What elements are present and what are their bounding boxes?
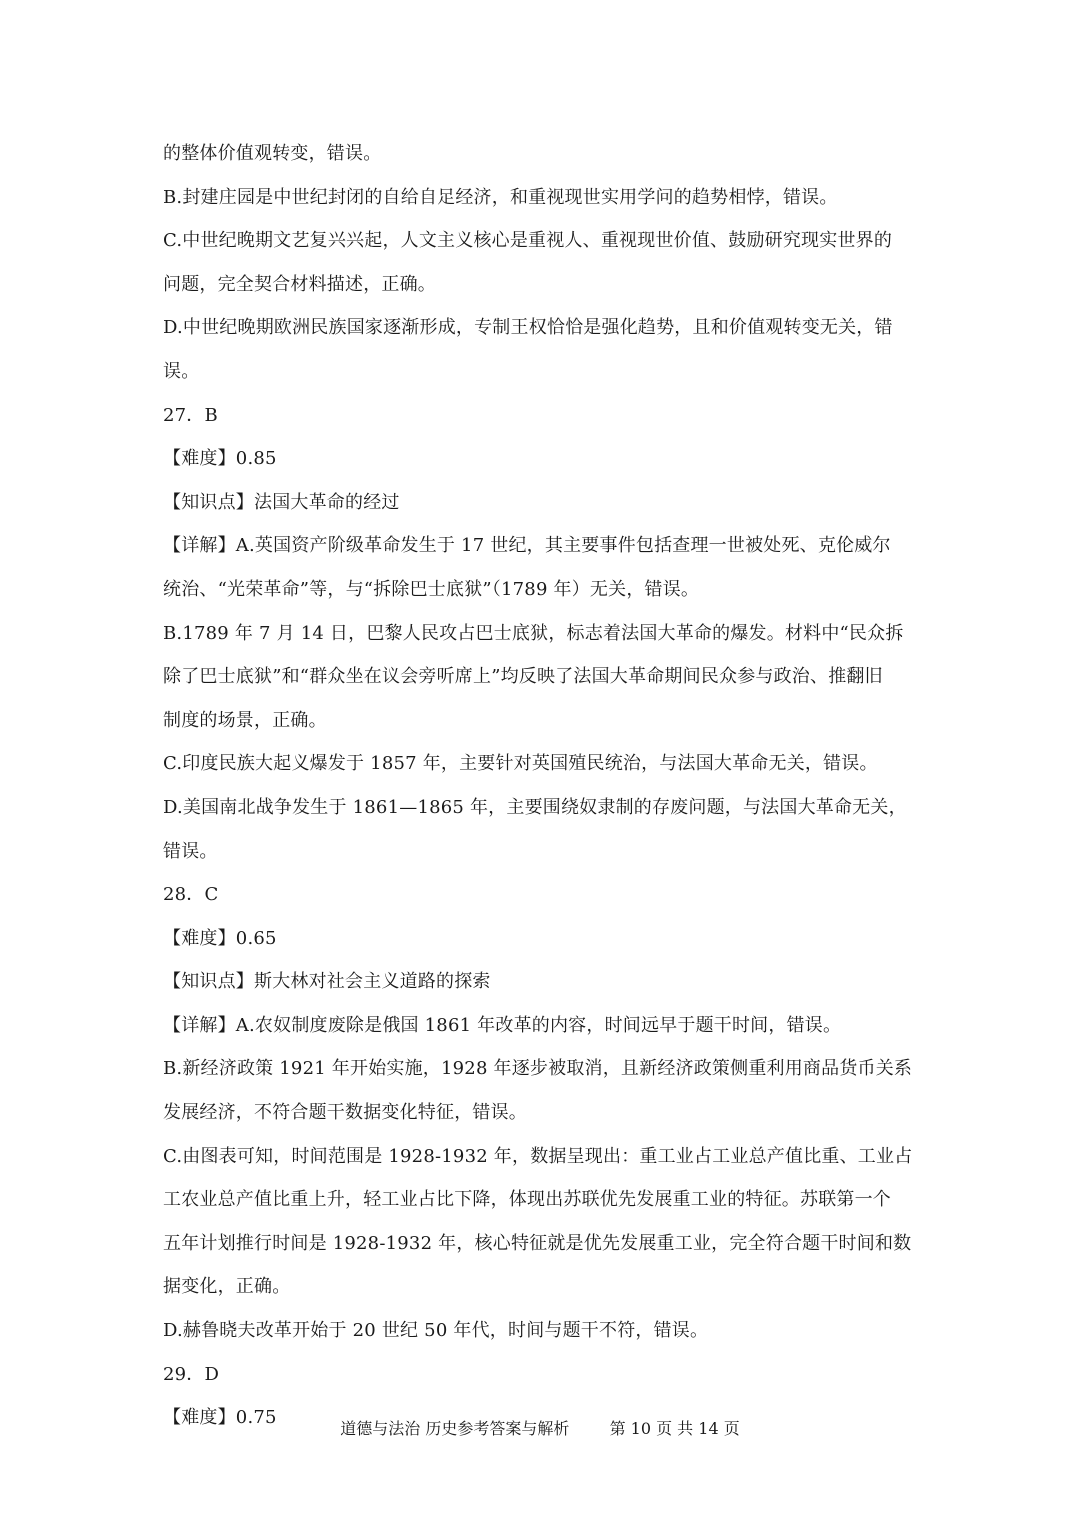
text-line: 发展经济，不符合题干数据变化特征，错误。	[163, 1102, 527, 1124]
text-line: 错误。	[163, 840, 218, 862]
text-line: 误。	[163, 360, 200, 382]
knowledge-point: 【知识点】斯大林对社会主义道路的探索	[163, 971, 491, 993]
text-line: D.美国南北战争发生于 1861—1865 年，主要围绕奴隶制的存废问题，与法国大革命无关，	[163, 796, 907, 818]
text-line: 制度的场景，正确。	[163, 709, 327, 731]
text-line: C.由图表可知，时间范围是 1928-1932 年，数据呈现出：重工业占工业总产值比重、工业占	[163, 1145, 913, 1167]
difficulty: 【难度】0.65	[163, 927, 277, 949]
text-line: C.印度民族大起义爆发于 1857 年，主要针对英国殖民统治，与法国大革命无关，错误。	[163, 753, 878, 775]
text-line: 问题，完全契合材料描述，正确。	[163, 273, 436, 295]
text-line: B.封建庄园是中世纪封闭的自给自足经济，和重视现世实用学问的趋势相悖，错误。	[163, 186, 838, 208]
text-line: 除了巴士底狱”和“群众坐在议会旁听席上”均反映了法国大革命期间民众参与政治、推翻旧	[163, 666, 883, 688]
explanation: 【详解】A.农奴制度废除是俄国 1861 年改革的内容，时间远早于题干时间，错误。	[163, 1014, 842, 1036]
answer-explanation-body	[163, 132, 919, 1440]
text-line: D.中世纪晚期欧洲民族国家逐渐形成，专制王权恰恰是强化趋势，且和价值观转变无关，错	[163, 317, 893, 339]
knowledge-point: 【知识点】法国大革命的经过	[163, 491, 400, 513]
text-line: 的整体价值观转变，错误。	[163, 143, 382, 164]
explanation: 【详解】A.英国资产阶级革命发生于 17 世纪，其主要事件包括查理一世被处死、克伦威尔	[163, 535, 891, 557]
text-line: 据变化，正确。	[163, 1276, 291, 1298]
text-line: 工农业总产值比重上升，轻工业占比下降，体现出苏联优先发展重工业的特征。苏联第一个	[163, 1189, 891, 1211]
question-number: 28．C	[163, 884, 219, 906]
text-line: B.1789 年 7 月 14 日，巴黎人民攻占巴士底狱，标志着法国大革命的爆发。材料中“民众拆	[163, 622, 904, 644]
page-footer	[0, 1417, 1080, 1441]
difficulty: 【难度】0.85	[163, 448, 277, 470]
text-line: 统治、“光荣革命”等，与“拆除巴士底狱”（1789 年）无关，错误。	[163, 578, 700, 600]
text-line: D.赫鲁晓夫改革开始于 20 世纪 50 年代，时间与题干不符，错误。	[163, 1320, 709, 1342]
footer-page-number: 第 10 页 共 14 页	[609, 1419, 740, 1438]
question-number: 29．D	[163, 1363, 220, 1385]
text-line: C.中世纪晚期文艺复兴兴起，人文主义核心是重视人、重视现世价值、鼓励研究现实世界的	[163, 230, 893, 252]
question-number: 27．B	[163, 404, 218, 426]
text-line: 五年计划推行时间是 1928-1932 年，核心特征就是优先发展重工业，完全符合题干时间和数	[163, 1232, 912, 1254]
text-line: B.新经济政策 1921 年开始实施，1928 年逐步被取消，且新经济政策侧重利用商品货币关系	[163, 1058, 913, 1080]
difficulty: 【难度】0.75	[163, 1407, 277, 1429]
footer-subject: 道德与法治 历史参考答案与解析	[340, 1419, 570, 1438]
